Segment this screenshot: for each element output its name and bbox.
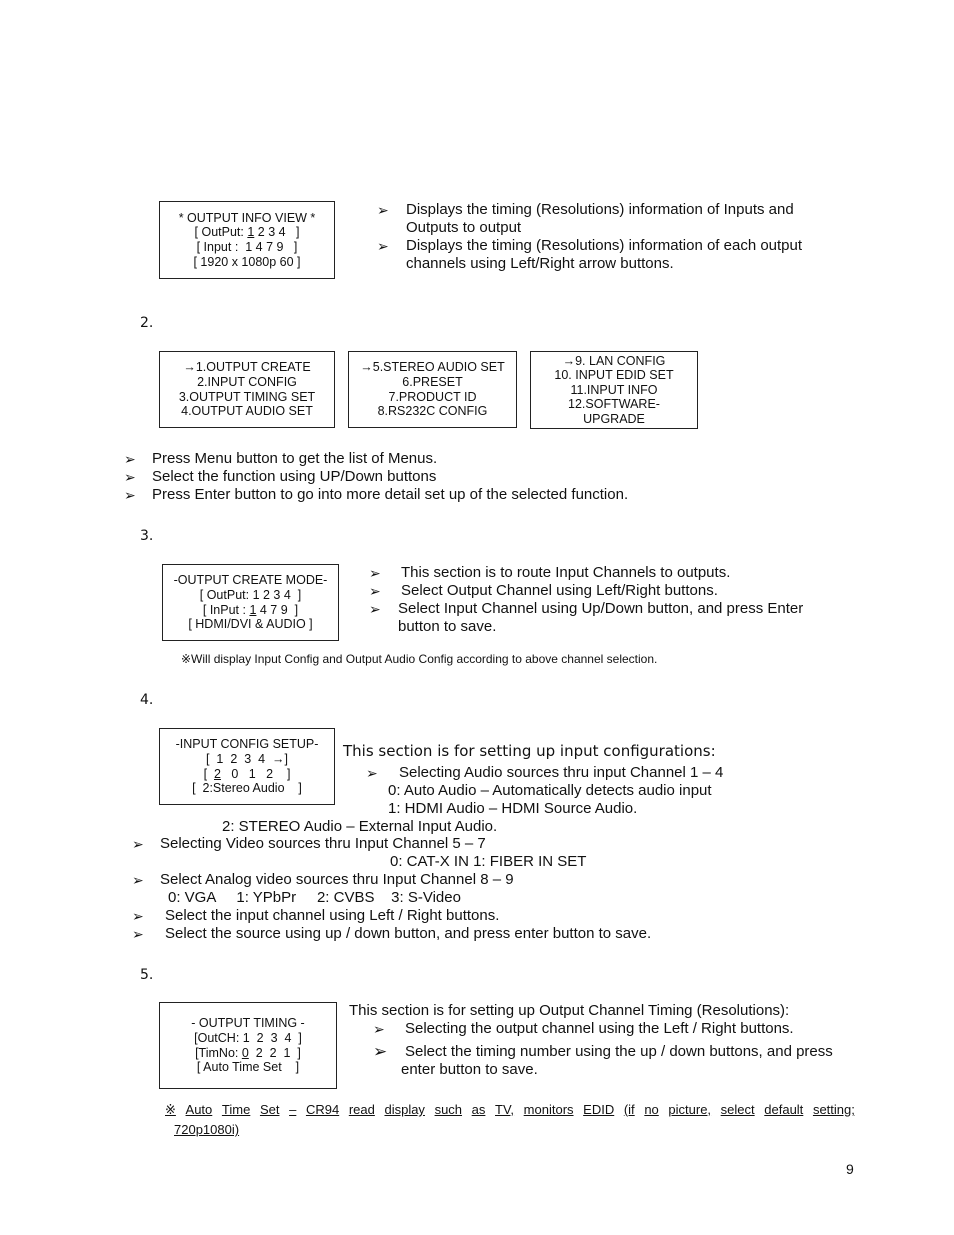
- bullet-arrow-icon: ➢: [124, 487, 136, 503]
- bullet-text: Press Menu button to get the list of Menus.: [152, 450, 438, 467]
- box-line: [ 2 0 1 2 ]: [203, 766, 291, 781]
- bullet-text: Select the input channel using Left / Right buttons.: [165, 907, 500, 924]
- output-info-view-box: [159, 201, 335, 279]
- bullet-text: This section is to route Input Channels to outputs.: [401, 564, 731, 581]
- note-word: picture,: [668, 1102, 712, 1117]
- note-word: read: [348, 1102, 375, 1117]
- box-line: [ 2:Stereo Audio ]: [192, 781, 302, 796]
- output-create-mode-box: [162, 564, 339, 641]
- bullet-arrow-icon: ➢: [132, 926, 144, 942]
- bullet-arrow-icon: ➢: [373, 1021, 385, 1037]
- bullet-text: Select Input Channel using Up/Down button, and press Enter: [398, 600, 804, 617]
- menu-item: 10. INPUT EDID SET: [554, 368, 674, 383]
- bullet-arrow-icon: ➢: [124, 451, 136, 467]
- bullet-text: Displays the timing (Resolutions) information of Inputs and: [406, 201, 794, 218]
- note-word: Set: [259, 1102, 280, 1117]
- note-word: EDID: [583, 1102, 615, 1117]
- bullet-text: channels using Left/Right arrow buttons.: [406, 255, 674, 272]
- bullet-text: Displays the timing (Resolutions) information of each output: [406, 237, 803, 254]
- auto-time-set-note-line2: 720p1080i): [174, 1122, 240, 1137]
- bullet-text: Press Enter button to go into more detail set up of the selected function.: [152, 486, 629, 503]
- section-intro: This section is for setting up Output Channel Timing (Resolutions):: [349, 1002, 790, 1019]
- option-text: 1: HDMI Audio – HDMI Source Audio.: [388, 800, 638, 817]
- box-line: [OutCH: 1 2 3 4 ]: [194, 1030, 302, 1045]
- note-word: Time: [221, 1102, 251, 1117]
- option-text: 2: STEREO Audio – External Input Audio.: [222, 818, 498, 835]
- bullet-text: Selecting the output channel using the Left / Right buttons.: [405, 1020, 794, 1037]
- bullet-arrow-icon: ➢: [132, 908, 144, 924]
- note-word: default: [764, 1102, 804, 1117]
- menu-item: →5.STEREO AUDIO SET: [360, 360, 505, 375]
- auto-time-set-note: [165, 1102, 855, 1118]
- box-line: * OUTPUT INFO VIEW *: [178, 210, 316, 225]
- bullet-arrow-icon: ➢: [369, 601, 381, 617]
- input-config-setup-box: [159, 728, 335, 805]
- section-number: 5.: [140, 967, 154, 983]
- option-text: 0: Auto Audio – Automatically detects audio input: [388, 782, 712, 799]
- menu-item: 4.OUTPUT AUDIO SET: [181, 404, 313, 419]
- note-word: such: [434, 1102, 463, 1117]
- box-line: [ InPut : 1 4 7 9 ]: [202, 602, 299, 617]
- bullet-arrow-icon: ➢: [373, 1042, 388, 1061]
- page-number: 9: [846, 1161, 854, 1177]
- menu-item: 2.INPUT CONFIG: [197, 374, 297, 389]
- note-text: ※Will display Input Config and Output Audio Config according to above channel selection.: [181, 652, 658, 666]
- menu-box-3: [530, 351, 698, 429]
- menu-item: 3.OUTPUT TIMING SET: [178, 389, 316, 404]
- box-line: [ 1 2 3 4 →]: [206, 751, 288, 766]
- bullet-text: Select Analog video sources thru Input Channel 8 – 9: [160, 871, 514, 888]
- menu-item: →9. LAN CONFIG: [562, 353, 666, 368]
- bullet-text: Select Output Channel using Left/Right buttons.: [401, 582, 718, 599]
- bullet-arrow-icon: ➢: [124, 469, 136, 485]
- note-word: monitors: [523, 1102, 574, 1117]
- box-line: [ HDMI/DVI & AUDIO ]: [188, 617, 313, 632]
- box-line: -OUTPUT CREATE MODE-: [173, 573, 328, 588]
- section-number: 4.: [140, 692, 154, 708]
- bullet-arrow-icon: ➢: [132, 872, 144, 888]
- box-line: [ OutPut: 1 2 3 4 ]: [194, 225, 300, 240]
- option-text: 0: VGA 1: YPbPr 2: CVBS 3: S-Video: [168, 889, 461, 906]
- bullet-arrow-icon: ➢: [369, 565, 381, 581]
- bullet-arrow-icon: ➢: [377, 238, 389, 254]
- box-line: [ Input : 1 4 7 9 ]: [196, 240, 298, 254]
- bullet-text: Outputs to output: [406, 219, 522, 236]
- bullet-text: enter button to save.: [401, 1061, 538, 1078]
- bullet-arrow-icon: ➢: [366, 765, 378, 781]
- note-word: TV,: [495, 1102, 515, 1117]
- menu-item: UPGRADE: [583, 411, 645, 426]
- box-line: -INPUT CONFIG SETUP-: [175, 737, 319, 752]
- note-word: ※: [165, 1102, 176, 1117]
- menu-item: 7.PRODUCT ID: [388, 389, 477, 404]
- note-word: as: [471, 1102, 486, 1117]
- note-word: select: [720, 1102, 755, 1117]
- box-line: [ Auto Time Set ]: [196, 1060, 300, 1075]
- menu-item: →1.OUTPUT CREATE: [183, 360, 311, 375]
- note-word: Auto: [185, 1102, 213, 1117]
- box-line: [ OutPut: 1 2 3 4 ]: [199, 587, 302, 602]
- note-word: setting;: [812, 1102, 855, 1117]
- bullet-arrow-icon: ➢: [377, 202, 389, 218]
- menu-item: 8.RS232C CONFIG: [377, 404, 488, 419]
- bullet-arrow-icon: ➢: [369, 583, 381, 599]
- section-number: 2.: [140, 315, 154, 331]
- note-word: no: [644, 1102, 659, 1117]
- bullet-text: Selecting Video sources thru Input Channel 5 – 7: [160, 835, 486, 852]
- menu-item: 6.PRESET: [402, 374, 463, 389]
- bullet-text: Select the source using up / down button, and press enter button to save.: [165, 925, 652, 942]
- bullet-text: Select the timing number using the up / down buttons, and press: [405, 1043, 833, 1060]
- box-line: [ 1920 x 1080p 60 ]: [193, 254, 301, 269]
- output-timing-box: [159, 1002, 337, 1089]
- section-number: 3.: [140, 528, 154, 544]
- note-word: CR94: [305, 1102, 340, 1117]
- box-line: - OUTPUT TIMING -: [191, 1016, 305, 1031]
- bullet-text: button to save.: [398, 618, 497, 635]
- option-text: 0: CAT-X IN 1: FIBER IN SET: [390, 853, 587, 870]
- note-word: (if: [623, 1102, 635, 1117]
- note-word: –: [289, 1102, 297, 1117]
- menu-box-2: [348, 351, 517, 428]
- bullet-arrow-icon: ➢: [132, 836, 144, 852]
- box-line: [TimNo: 0 2 2 1 ]: [195, 1045, 301, 1060]
- note-word: display: [384, 1102, 425, 1117]
- bullet-text: Selecting Audio sources thru input Channel 1 – 4: [399, 764, 724, 781]
- menu-item: 12.SOFTWARE-: [568, 397, 660, 412]
- menu-item: 11.INPUT INFO: [570, 382, 658, 397]
- menu-box-1: [159, 351, 335, 428]
- section-intro: This section is for setting up input configurations:: [343, 742, 716, 760]
- bullet-text: Select the function using UP/Down buttons: [152, 468, 437, 485]
